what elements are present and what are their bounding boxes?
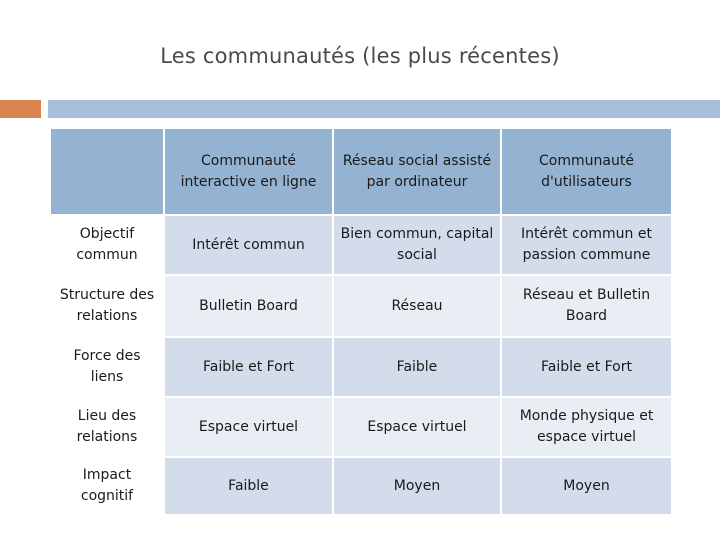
table-cell: Faible [334,338,500,396]
column-header: Communauté d'utilisateurs [502,129,671,214]
table-row [51,216,671,274]
table-cell: Faible [165,458,332,514]
table-cell: Intérêt commun [165,216,332,274]
row-header: Objectif commun [51,216,163,274]
row-header: Impact cognitif [51,458,163,514]
slide-title: Les communautés (les plus récentes) [160,44,560,68]
table-cell: Moyen [334,458,500,514]
table-cell: Bien commun, capital social [334,216,500,274]
column-header: Réseau social assisté par ordinateur [334,129,500,214]
accent-bar-orange [0,100,41,118]
comparison-table [49,127,673,516]
row-header: Structure des relations [51,276,163,336]
table-cell: Intérêt commun et passion commune [502,216,671,274]
table-cell: Moyen [502,458,671,514]
row-header: Force des liens [51,338,163,396]
table-row [51,458,671,514]
table-cell: Bulletin Board [165,276,332,336]
table-cell: Monde physique et espace virtuel [502,398,671,456]
row-header: Lieu des relations [51,398,163,456]
table-cell: Réseau et Bulletin Board [502,276,671,336]
table-row [51,276,671,336]
header-corner-cell [51,129,163,214]
table-cell: Réseau [334,276,500,336]
table-header-row [51,129,671,214]
table-row [51,398,671,456]
column-header: Communauté interactive en ligne [165,129,332,214]
accent-bar-blue [48,100,720,118]
table-cell: Faible et Fort [165,338,332,396]
table-cell: Espace virtuel [165,398,332,456]
table-cell: Faible et Fort [502,338,671,396]
table-cell: Espace virtuel [334,398,500,456]
table-row [51,338,671,396]
